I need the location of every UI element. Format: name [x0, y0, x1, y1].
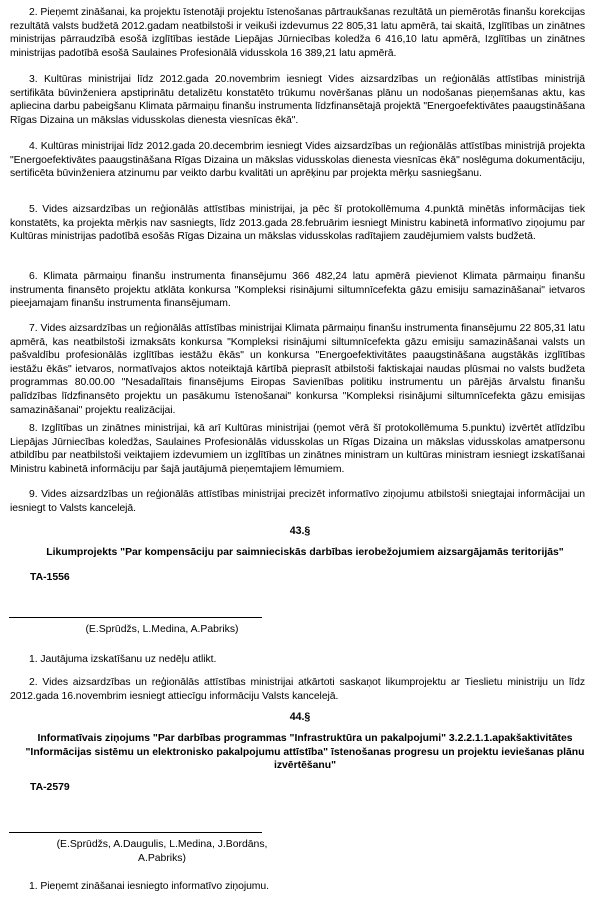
section-44-item-1: 1. Pieņemt zināšanai iesniegto informatīvo ziņojumu.	[29, 881, 269, 892]
section-43-signatories: (E.Sprūdžs, L.Medina, A.Pabriks)	[85, 624, 239, 635]
paragraph-6: 6. Klimata pārmaiņu finanšu instrumenta finansējumu 366 482,24 latu apmērā pievienot Klimata pārmaiņu finanšu instrumenta finansēto projektu atklāta konkursa "Kompleksi risinājumi siltumnīcefekta gāzu emisiju samazināšanai" ietvaros pieejamajam finanšu instrumenta finansējumam.	[10, 271, 585, 310]
paragraph-9: 9. Vides aizsardzības un reģionālās attīstības ministrijai precizēt informatīvo ziņojumu atbilstoši sniegtajai informācijai un iesniegt to Valsts kancelejā.	[10, 489, 585, 514]
section-43-number: 43.§	[289, 525, 311, 537]
section-43-item-2: 2. Vides aizsardzības un reģionālās attīstības ministrijai atkārtoti saskaņot likumprojektu ar Tieslietu ministriju un līdz 2012.gada 16.novembrim iesniegt attiecīgu informāciju Valsts kancelejā.	[10, 677, 585, 702]
section-44-signatories: (E.Sprūdžs, A.Daugulis, L.Medina, J.Bordāns, A.Pabriks)	[56, 839, 268, 864]
section-43-signature-line	[9, 617, 262, 618]
section-44-title: Informatīvais ziņojums "Par darbības programmas "Infrastruktūra un pakalpojumi" 3.2.2.1.1.apakšaktivitātes "Informācijas sistēmu un elektronisko pakalpojumu attīstība" īstenošanas progresu un projektu ieviešanas plānu izvērtēšanu"	[25, 733, 585, 772]
paragraph-4: 4. Kultūras ministrijai līdz 2012.gada 20.decembrim iesniegt Vides aizsardzības un reģionālās attīstības ministrijā projekta "Energoefektivātes paaugstināšana Rīgas Dizaina un mākslas vidusskolas dienesta viesnīcas ēkā" noslēguma dokumentāciju, sertificēta būvinženiera atzinumu par veikto darbu kvalitāti un aprēķinu par projekta mērķu sasniegšanu.	[10, 141, 585, 180]
section-43-item-1: 1. Jautājuma izskatīšanu uz nedēļu atlikt.	[29, 654, 217, 665]
section-43-title: Likumprojekts "Par kompensāciju par saimnieciskās darbības ierobežojumiem aizsargājamās teritorijās"	[46, 547, 564, 558]
paragraph-3: 3. Kultūras ministrijai līdz 2012.gada 20.novembrim iesniegt Vides aizsardzības un reģionālās attīstības ministrijā sertifikāta būvinženiera apstiprinātu detalizētu konstatēto trūkumu novēršanas plānu un nodošanas pieņemšanas aktu, kas apliecina darbu pabeigšanu Klimata pārmaiņu finanšu instrumenta līdzfinansētajā projektā "Energoefektivātes paaugstināšana Rīgas Dizaina un mākslas vidusskolas dienesta viesnīcas ēkā".	[10, 74, 585, 126]
paragraph-2: 2. Pieņemt zināšanai, ka projektu īstenotāji projektu īstenošanas pārtraukšanas rezultātā un piemērotās finanšu korekcijas rezultātā valsts budžetā 2012.gadam neatbilstoši ir veikuši izdevumus 22 805,31 latu apmērā, tai skaitā, Izglītības un zinātnes ministrijas pārraudzībā esošā izglītības iestāde Liepājas Jūrniecības koledža 6 416,10 latu apmērā, Izglītības un zinātnes ministrijas padotībā esošā Saulaines Profesionālā vidusskola 16 389,21 latu apmērā.	[10, 7, 585, 59]
section-44-number: 44.§	[289, 711, 311, 723]
section-44-signature-line	[9, 832, 262, 833]
section-43-ta-number: TA-1556	[30, 572, 70, 583]
paragraph-8: 8. Izglītības un zinātnes ministrijai, kā arī Kultūras ministrijai (ņemot vērā šī protokollēmuma 5.punktu) izvērtēt atlīdzību Liepājas Jūrniecības koledžas, Saulaines Profesionālās vidusskolas un Rīgas Dizaina un mākslas vidusskolas amatpersonu atbildību par neatbilstoši veiktajiem izdevumiem un izglītības un zinātnes ministram un kultūras ministram iesniegt izskatīšanai Ministru kabinetā informāciju par šajā jautājumā pieņemtajiem lēmumiem.	[10, 423, 585, 475]
section-44-ta-number: TA-2579	[30, 782, 70, 793]
paragraph-7: 7. Vides aizsardzības un reģionālās attīstības ministrijai Klimata pārmaiņu finanšu instrumenta finansējumu 22 805,31 latu apmērā, kas neatbilstoši izmaksāts konkursa "Kompleksi risinājumi siltumnīcefekta gāzu emisiju samazināšanai valsts un pašvaldību profesionālās izglītības iestāžu ēkās" un konkursa "Energoefektivitātes paaugstināšana augstākās izglītības iestāžu ēkās" ietvaros, normatīvajos aktos noteiktajā kārtībā pieprasīt atbilstoši faktiskajai naudas plūsmai no valsts budžeta programmas 80.00.00 "Nesadalītais finansējums Eiropas Savienības politiku instrumentu un pārējās ārvalstu finanšu palīdzības līdzfinansēto projektu un pasākumu īstenošanai" konkursa "Kompleksi risinājumi siltumnīcefekta gāzu emisijas samazināšanai" projektu realizācijai.	[10, 323, 585, 416]
paragraph-5: 5. Vides aizsardzības un reģionālās attīstības ministrijai, ja pēc šī protokollēmuma 4.punktā minētās informācijas tiek konstatēts, ka projekta mērķis nav sasniegts, līdz 2013.gada 28.februārim iesniegt Ministru kabinetā informatīvo ziņojumu par Kultūras ministrijas padotībā esošās Rīgas Dizaina un mākslas vidusskolas radītajiem zaudējumiem valsts budžetā.	[10, 204, 585, 243]
